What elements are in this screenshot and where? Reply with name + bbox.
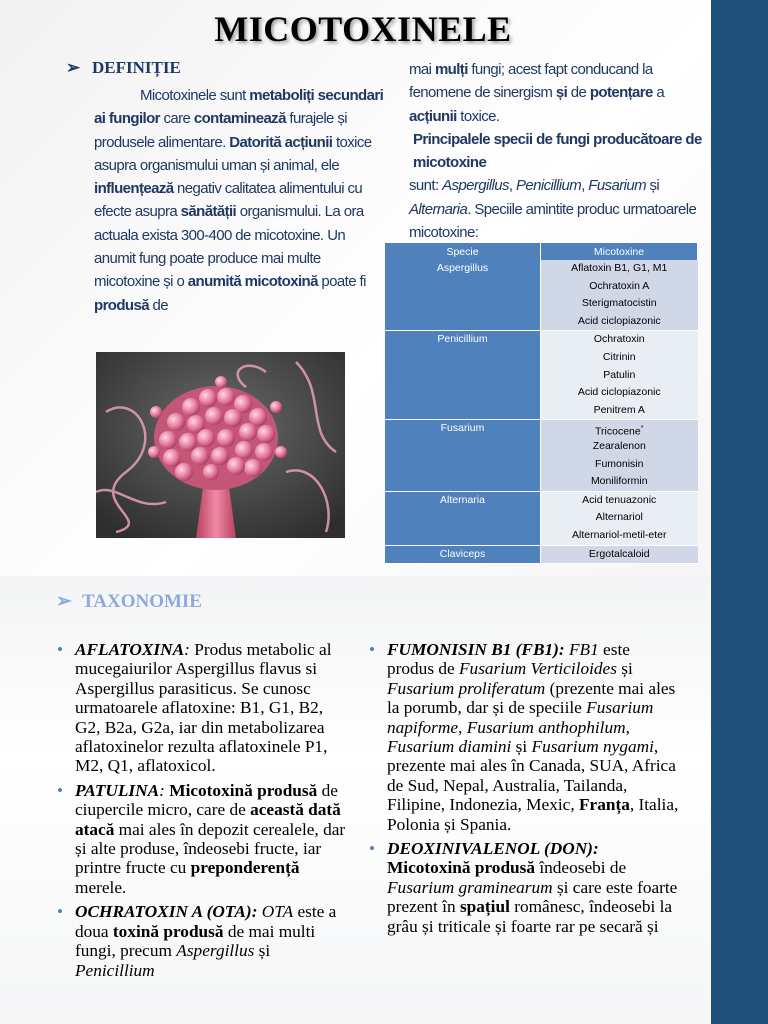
micotoxine-item: Aflatoxin B1, G1, M1 xyxy=(571,262,668,274)
taxonomie-right-column xyxy=(369,640,681,941)
micotoxine-item: Patulin xyxy=(603,368,636,381)
definitie-paragraph xyxy=(94,84,384,317)
list-item: • DEOXINIVALENOL (DON): Micotoxină produsă îndeosebi de Fusarium graminearum și care este foarte prezent în spațiul românesc, îndeosebi la grâu și triticale și foarte rar pe secară și xyxy=(369,839,681,936)
table-cell-micotoxine xyxy=(541,260,698,331)
micotoxine-item: Acid tenuazonic xyxy=(582,493,657,506)
micotoxine-item: Moniliformin xyxy=(590,475,648,488)
micotoxine-item: Alternariol-metil-eter xyxy=(571,528,667,541)
micotoxine-item: Acid ciclopiazonic xyxy=(577,314,661,327)
taxonomie-right-list xyxy=(369,640,681,936)
micotoxine-item: Penitrem A xyxy=(593,403,645,416)
table-cell-specie: Alternaria xyxy=(385,491,541,545)
definitie-heading-text: DEFINIȚIE xyxy=(92,58,181,77)
page-title: MICOTOXINELE xyxy=(214,9,512,49)
fungus-micrograph-image xyxy=(96,352,345,538)
micotoxine-item: Acid ciclopiazonic xyxy=(577,386,661,399)
taxonomie-left-list xyxy=(57,640,347,980)
list-item: • PATULINA: Micotoxină produsă de ciupercile micro, care de această dată atacă mai ales în depozit cerealele, dar și alte produse, îndeosebi fructe, iar printre fructe cu preponderență merele. xyxy=(57,781,347,897)
table-cell-specie: Claviceps xyxy=(385,545,541,564)
definitie-paragraph-continued xyxy=(409,58,709,244)
micotoxine-item: Fumonisin xyxy=(595,457,644,470)
micotoxine-item: Sterigmatocistin xyxy=(581,297,657,310)
table-cell-micotoxine xyxy=(541,545,698,564)
list-item: • AFLATOXINA: Produs metabolic al mucegaiurilor Aspergillus flavus si Aspergillus parasiticus. Se cunosc urmatoarele aflatoxine: B1, G1, B2, G2, B2a, G2a, iar din metabolizarea aflatoxinelor rezulta aflatoxinele P1, M2, Q1, aflatoxicol. xyxy=(57,640,347,776)
table-cell-micotoxine xyxy=(541,491,698,545)
definitie-heading xyxy=(66,58,181,78)
table-cell-specie: Aspergillus xyxy=(385,260,541,331)
micotoxine-item: Alternariol xyxy=(595,511,643,524)
table-row xyxy=(385,545,698,564)
arrow-bullet-icon: ➢ xyxy=(66,58,81,77)
micotoxine-item: Zearalenon xyxy=(592,439,646,452)
micotoxine-item: Ergotalcaloid xyxy=(588,547,650,560)
micotoxine-item: Ochratoxin xyxy=(593,333,645,346)
table-row xyxy=(385,331,698,420)
table-cell-specie: Fusarium xyxy=(385,420,541,491)
table-cell-micotoxine xyxy=(541,331,698,420)
micotoxine-item: Tricocene* xyxy=(595,425,644,438)
definitie-text: Micotoxinele sunt metaboliți secundari ai fungilor care contaminează furajele și produsele alimentare. Datorită acțiunii toxice asupra organismului uman și animal, ele influențează negativ calitatea alimentului cu efecte asupra sănătății organismului. La ora actuala exista 300-400 de micotoxine. Un anumit fung poate produce mai multe micotoxine și o anumită micotoxină poate fi produsă de xyxy=(94,87,384,314)
slide-side-bar xyxy=(711,576,768,1024)
slide-side-bar xyxy=(711,0,768,576)
table-header-specie: Specie xyxy=(385,243,541,260)
list-item: • FUMONISIN B1 (FB1): FB1 este produs de Fusarium Verticiloides și Fusarium proliferatum (prezente mai ales la porumb, dar și de speciile Fusarium napiforme, Fusarium anthophilum, Fusarium diamini și Fusarium nygami, prezente mai ales în Canada, SUA, Africa de Sud, Nepal, Australia, Tailanda, Filipine, Indonezia, Mexic, Franța, Italia, Polonia și Spania. xyxy=(369,640,681,834)
table-row xyxy=(385,491,698,545)
fungus-illustration xyxy=(96,352,345,538)
table-header-micotoxine: Micotoxine xyxy=(541,243,698,260)
taxonomie-heading-text: TAXONOMIE xyxy=(82,591,202,612)
fungi-species-text: sunt: Aspergillus, Penicillium, Fusarium și Alternaria. Speciile amintite produc urmatoarele micotoxine: xyxy=(409,177,697,242)
list-item: • OCHRATOXIN A (OTA): OTA este a doua toxină produsă de mai multi fungi, precum Aspergillus și Penicillium xyxy=(57,902,347,980)
micotoxine-item: Ochratoxin A xyxy=(589,279,650,292)
taxonomie-left-column xyxy=(57,640,347,985)
taxonomie-heading xyxy=(56,590,202,613)
fungi-species-heading: Principalele specii de fungi producătoare de micotoxine xyxy=(413,130,702,172)
table-cell-specie: Penicillium xyxy=(385,331,541,420)
arrow-bullet-icon: ➢ xyxy=(56,591,72,612)
table-cell-micotoxine xyxy=(541,420,698,491)
table-row xyxy=(385,260,698,331)
table-row xyxy=(385,420,698,491)
micotoxine-item: Citrinin xyxy=(602,350,636,363)
definitie-text-continued: mai mulți fungi; acest fapt conducand la fenomene de sinergism și de potențare a acțiunii toxice. xyxy=(409,61,665,125)
micotoxine-table xyxy=(385,243,698,564)
